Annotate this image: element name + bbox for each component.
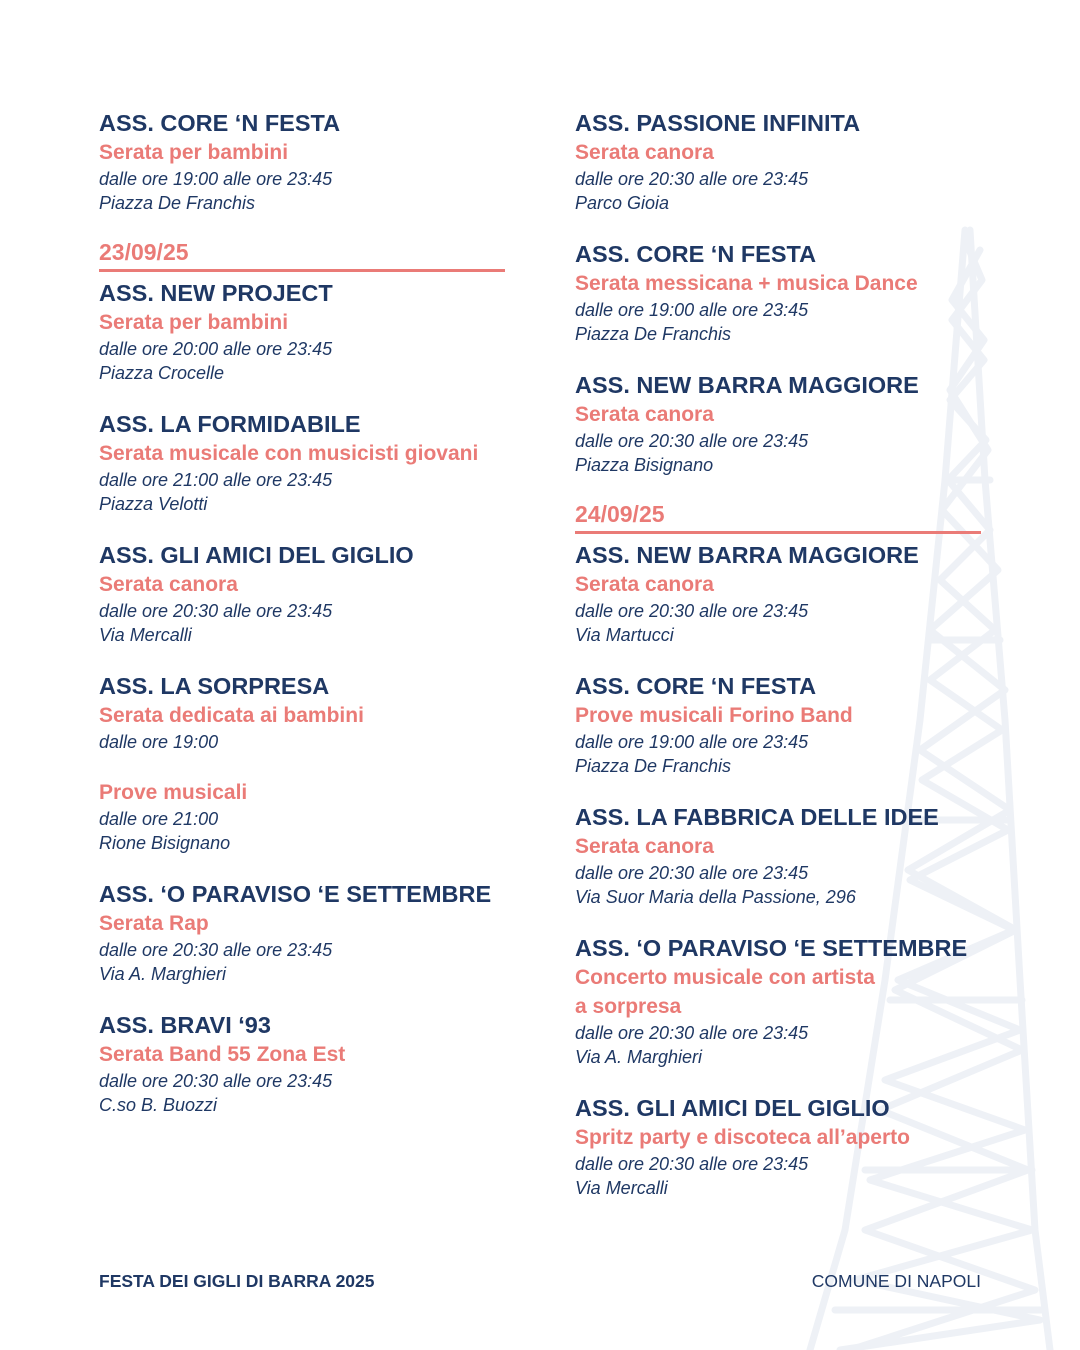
event-place: Piazza De Franchis [575,324,732,344]
association-name: ASS. GLI AMICI DEL GIGLIO [575,1095,890,1121]
event-block [99,278,509,385]
event-time-secondary: dalle ore 21:00 [99,809,219,829]
event-block [575,540,985,647]
association-name: ASS. ‘O PARAVISO ‘E SETTEMBRE [575,935,968,961]
event-title: Serata dedicata ai bambini [99,704,364,727]
association-name: ASS. ‘O PARAVISO ‘E SETTEMBRE [99,881,492,907]
event-block [99,671,509,855]
association-name: ASS. CORE ‘N FESTA [575,673,817,699]
date-heading: 23/09/25 [99,237,505,272]
footer-festival-name: FESTA DEI GIGLI DI BARRA 2025 [99,1271,375,1291]
event-place: Via A. Marghieri [99,964,227,984]
event-block [575,108,985,215]
association-name: ASS. LA FORMIDABILE [99,411,361,437]
event-title: Serata Rap [99,912,209,935]
association-name: ASS. GLI AMICI DEL GIGLIO [99,542,414,568]
event-title: Prove musicali Forino Band [575,704,853,727]
event-time: dalle ore 20:30 alle ore 23:45 [99,1071,333,1091]
event-title: Serata canora [575,573,714,596]
footer-municipality: COMUNE DI NAPOLI [811,1271,981,1291]
event-title: Concerto musicale con artista [575,966,875,989]
event-block [99,108,509,215]
event-block [99,879,509,986]
event-place: Parco Gioia [575,193,670,213]
date-heading: 24/09/25 [575,499,981,534]
event-block [99,540,509,647]
event-title: Serata canora [99,573,238,596]
event-title-continued: a sorpresa [575,995,682,1018]
event-block [575,239,985,346]
association-name: ASS. LA FABBRICA DELLE IDEE [575,804,939,830]
event-place: Via A. Marghieri [575,1047,703,1067]
event-place: Piazza Velotti [99,494,208,514]
event-title: Spritz party e discoteca all’aperto [575,1126,910,1149]
event-title: Serata musicale con musicisti giovani [99,442,479,465]
event-place: Rione Bisignano [99,833,231,853]
event-time: dalle ore 20:30 alle ore 23:45 [575,1154,809,1174]
event-place: C.so B. Buozzi [99,1095,218,1115]
event-title: Serata canora [575,835,714,858]
event-place: Via Martucci [575,625,674,645]
event-time: dalle ore 20:30 alle ore 23:45 [575,431,809,451]
event-place: Via Mercalli [575,1178,668,1198]
event-time: dalle ore 19:00 alle ore 23:45 [99,169,333,189]
event-block [99,409,509,516]
association-name: ASS. NEW PROJECT [99,280,333,306]
event-title: Serata per bambini [99,311,289,334]
event-time: dalle ore 20:30 alle ore 23:45 [575,1023,809,1043]
event-title: Serata per bambini [99,141,289,164]
event-block [575,933,985,1069]
event-block [575,1093,985,1200]
event-block [99,1010,509,1117]
event-place: Via Suor Maria della Passione, 296 [575,887,856,907]
event-place: Piazza De Franchis [99,193,256,213]
event-place: Piazza Crocelle [99,363,225,383]
event-time: dalle ore 20:30 alle ore 23:45 [575,601,809,621]
association-name: ASS. LA SORPRESA [99,673,330,699]
association-name: ASS. CORE ‘N FESTA [99,110,341,136]
event-time: dalle ore 20:00 alle ore 23:45 [99,339,333,359]
event-place: Piazza De Franchis [575,756,732,776]
event-place: Via Mercalli [99,625,192,645]
event-title: Serata canora [575,403,714,426]
left-column [99,108,509,1141]
event-block [575,802,985,909]
event-title-secondary: Prove musicali [99,781,248,804]
event-time: dalle ore 19:00 alle ore 23:45 [575,732,809,752]
association-name: ASS. NEW BARRA MAGGIORE [575,372,919,398]
event-title: Serata messicana + musica Dance [575,272,918,295]
event-time: dalle ore 19:00 [99,732,219,752]
event-block [575,671,985,778]
event-title: Serata canora [575,141,714,164]
event-title: Serata Band 55 Zona Est [99,1043,346,1066]
event-block [575,370,985,477]
event-time: dalle ore 19:00 alle ore 23:45 [575,300,809,320]
association-name: ASS. CORE ‘N FESTA [575,241,817,267]
right-column [575,108,985,1224]
event-place: Piazza Bisignano [575,455,714,475]
event-time: dalle ore 20:30 alle ore 23:45 [575,169,809,189]
event-time: dalle ore 21:00 alle ore 23:45 [99,470,333,490]
association-name: ASS. BRAVI ‘93 [99,1012,271,1038]
event-time: dalle ore 20:30 alle ore 23:45 [99,601,333,621]
association-name: ASS. PASSIONE INFINITA [575,110,861,136]
association-name: ASS. NEW BARRA MAGGIORE [575,542,919,568]
event-time: dalle ore 20:30 alle ore 23:45 [575,863,809,883]
event-time: dalle ore 20:30 alle ore 23:45 [99,940,333,960]
